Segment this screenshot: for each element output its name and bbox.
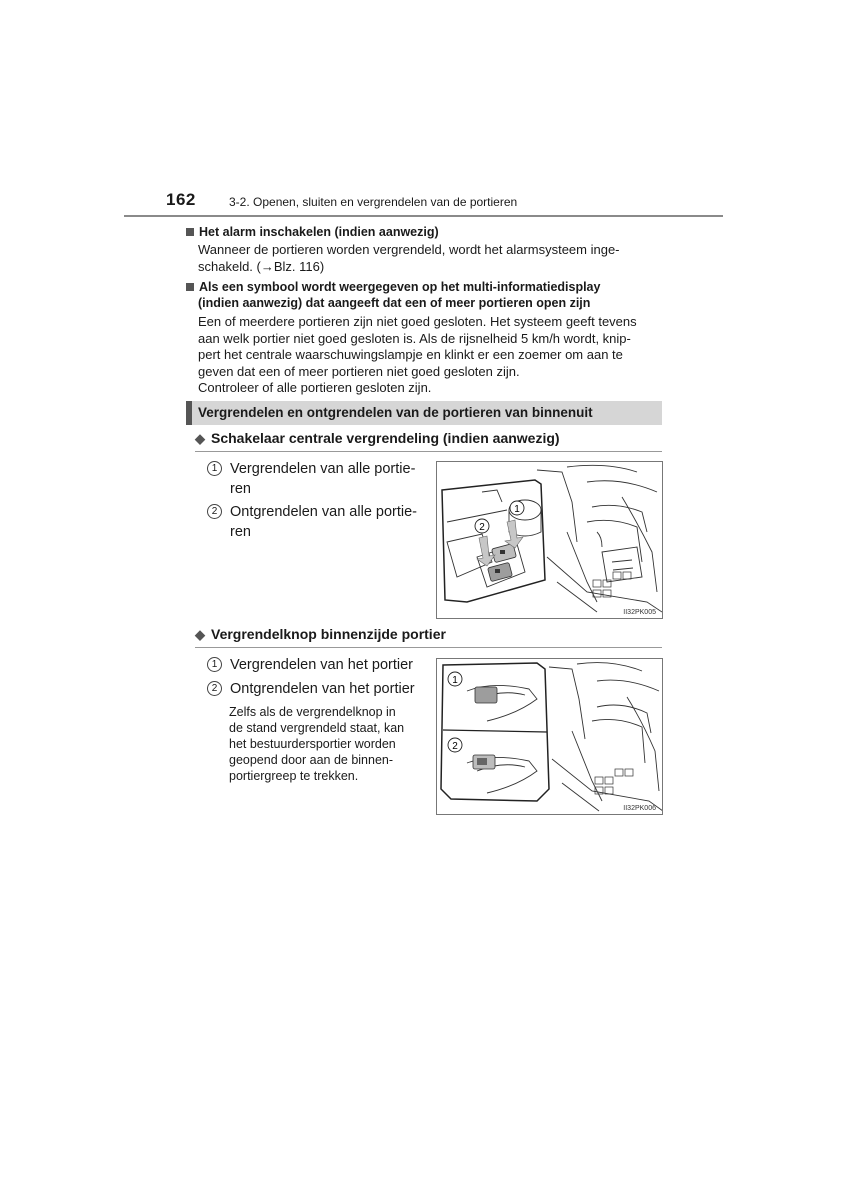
inside-knob-heading: ◆ Vergrendelknop binnenzijde portier — [195, 626, 446, 642]
inside-knob-figure — [436, 658, 663, 815]
central-item-unlock: 2 Ontgrendelen van alle portie- ren — [207, 502, 417, 542]
chapter-title: 3-2. Openen, sluiten en vergrendelen van de portieren — [229, 195, 518, 209]
knob-item-unlock: 2 Ontgrendelen van het portier — [207, 679, 415, 699]
callout-number: 1 — [514, 504, 520, 515]
alarm-text: Wanneer de portieren worden vergrendeld, wordt het alarmsysteem inge- schakeld. (→Blz. 116) — [198, 242, 620, 274]
header-divider — [124, 215, 723, 217]
knob-item-lock: 1 Vergrendelen van het portier — [207, 655, 413, 675]
diamond-bullet-icon: ◆ — [195, 431, 205, 446]
central-item-lock: 1 Vergrendelen van alle portie- ren — [207, 459, 415, 499]
central-lock-figure — [436, 461, 663, 619]
inside-knob-illustration — [437, 659, 663, 815]
callout-number: 2 — [479, 522, 485, 533]
symbol-text: Een of meerdere portieren zijn niet goed gesloten. Het systeem geeft tevens aan welk portier niet goed gesloten is. Als de rijsnelheid 5 km/h wordt, knip- pert het centrale waarschuwingslampje en klinkt er een zoemer om aan te geven dat een of meer portieren niet goed gesloten zijn. Controleer of alle portieren gesloten zijn. — [198, 314, 637, 395]
diamond-bullet-icon: ◆ — [195, 627, 205, 642]
figure-code: II32PK005 — [623, 609, 656, 616]
knob-note: Zelfs als de vergrendelknop in de stand vergrendeld staat, kan het bestuurdersportier worden geopend door aan de binnen- portiergreep te trekken. — [229, 705, 405, 783]
figure-code: II32PK006 — [623, 805, 656, 812]
number-circle: 2 — [207, 504, 222, 519]
subsection-divider — [195, 451, 662, 452]
symbol-heading: Als een symbool wordt weergegeven op het multi-informatiedisplay (indien aanwezig) dat aangeeft dat een of meer portieren open zijn — [186, 279, 662, 311]
section-title: Vergrendelen en ontgrendelen van de portieren van binnenuit — [198, 405, 593, 420]
number-circle: 1 — [207, 657, 222, 672]
number-circle: 2 — [207, 681, 222, 696]
section-heading-bar — [186, 401, 662, 425]
page-number: 162 — [166, 190, 196, 209]
subsection-divider — [195, 647, 662, 648]
central-switch-heading: ◆ Schakelaar centrale vergrendeling (indien aanwezig) — [195, 430, 560, 446]
alarm-heading: Het alarm inschakelen (indien aanwezig) — [186, 224, 439, 240]
square-bullet-icon — [186, 283, 194, 291]
central-lock-illustration — [437, 462, 663, 619]
callout-number: 1 — [452, 675, 458, 686]
number-circle: 1 — [207, 461, 222, 476]
square-bullet-icon — [186, 228, 194, 236]
callout-number: 2 — [452, 741, 458, 752]
